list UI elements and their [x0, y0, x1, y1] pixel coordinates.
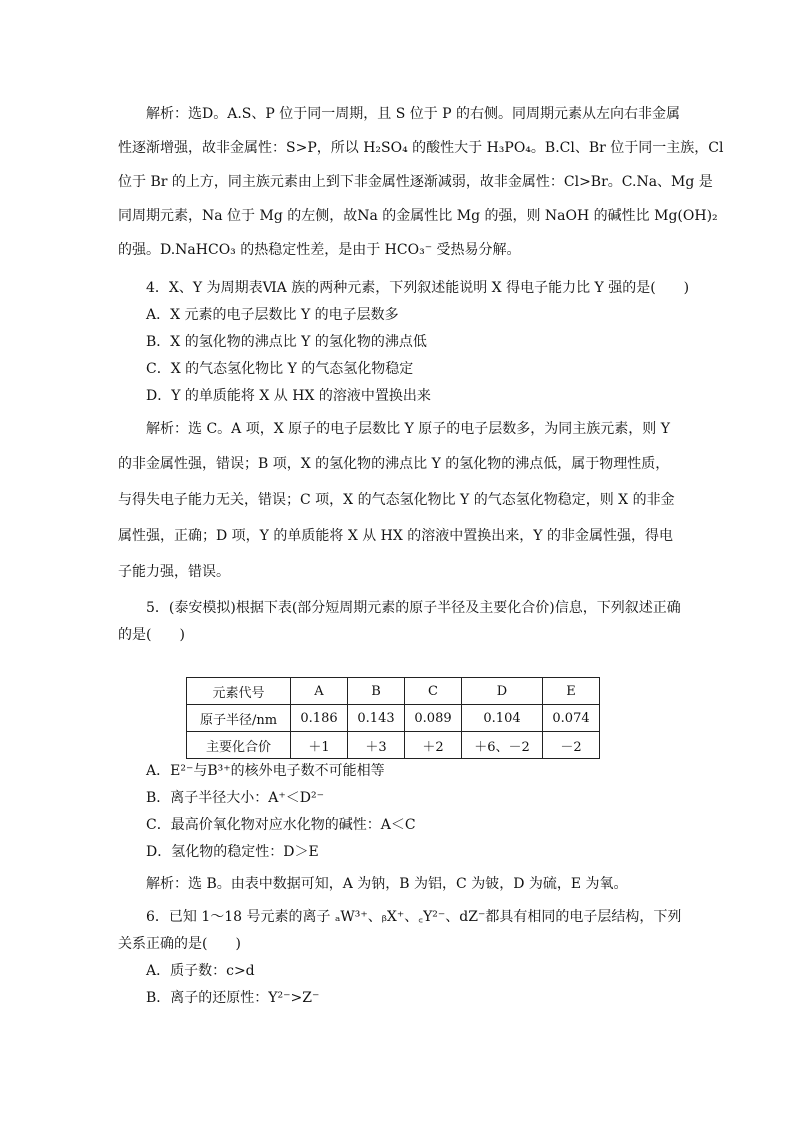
analysis3-line1: 解析：选D。A.S、P 位于同一周期，且 S 位于 P 的右侧。同周期元素从左向右非金属 — [146, 106, 681, 122]
table-cell: 主要化合价 — [187, 732, 291, 759]
q5-option-a: A．E²⁻与B³⁺的核外电子数不可能相等 — [146, 763, 385, 779]
q6-stem-line2: 关系正确的是( ) — [118, 936, 241, 952]
q6-option-b: B．离子的还原性：Y²⁻>Z⁻ — [146, 990, 320, 1006]
table-cell: E — [543, 678, 600, 705]
element-data-table — [186, 677, 600, 759]
table-cell: 原子半径/nm — [187, 705, 291, 732]
q4-option-b: B．X 的氢化物的沸点比 Y 的氢化物的沸点低 — [146, 334, 427, 350]
table-cell: 元素代号 — [187, 678, 291, 705]
table-cell: 0.104 — [462, 705, 543, 732]
table-cell: ＋2 — [405, 732, 462, 759]
q4-analysis-line1: 解析：选 C。A 项，X 原子的电子层数比 Y 原子的电子层数多，为同主族元素，则 Y — [146, 421, 670, 437]
q4-analysis-line2: 的非金属性强，错误；B 项，X 的氢化物的沸点比 Y 的氢化物的沸点低，属于物理性质， — [118, 456, 670, 472]
table-cell: D — [462, 678, 543, 705]
q4-option-c: C．X 的气态氢化物比 Y 的气态氢化物稳定 — [146, 361, 414, 377]
q4-analysis-line5: 子能力强，错误。 — [118, 564, 230, 580]
table-cell: ＋1 — [291, 732, 348, 759]
q4-analysis-line3: 与得失电子能力无关，错误；C 项，X 的气态氢化物比 Y 的气态氢化物稳定，则 X 的非金 — [118, 492, 675, 508]
q5-option-d: D．氢化物的稳定性：D＞E — [146, 844, 319, 860]
table-row-radius — [187, 705, 600, 732]
q6-stem-line1: 6．已知 1～18 号元素的离子 ₐW³⁺、ᵦX⁺、꜀Y²⁻、dZ⁻都具有相同的电子层结构，下列 — [146, 909, 682, 925]
q4-stem: 4．X、Y 为周期表ⅥA 族的两种元素，下列叙述能说明 X 得电子能力比 Y 强的是( ) — [146, 280, 690, 296]
table-cell: 0.074 — [543, 705, 600, 732]
table-cell: B — [348, 678, 405, 705]
table-row-header — [187, 678, 600, 705]
q6-option-a: A．质子数：c>d — [146, 963, 255, 979]
q5-stem-line2: 的是( ) — [118, 627, 185, 643]
table-cell: C — [405, 678, 462, 705]
analysis3-line4: 同周期元素，Na 位于 Mg 的左侧，故Na 的金属性比 Mg 的强，则 NaOH 的碱性比 Mg(OH)₂ — [118, 208, 718, 224]
q5-option-b: B．离子半径大小：A⁺＜D²⁻ — [146, 790, 325, 806]
table-cell: ＋3 — [348, 732, 405, 759]
q5-stem-line1: 5．(泰安模拟)根据下表(部分短周期元素的原子半径及主要化合价)信息，下列叙述正确 — [146, 600, 681, 616]
analysis3-line2: 性逐渐增强，故非金属性：S>P，所以 H₂SO₄ 的酸性大于 H₃PO₄。B.Cl、Br 位于同一主族，Cl — [118, 140, 724, 156]
table-cell: －2 — [543, 732, 600, 759]
table-row-valence — [187, 732, 600, 759]
q4-option-d: D．Y 的单质能将 X 从 HX 的溶液中置换出来 — [146, 388, 431, 404]
table-cell: A — [291, 678, 348, 705]
table-cell: 0.186 — [291, 705, 348, 732]
table-cell: ＋6、－2 — [462, 732, 543, 759]
analysis3-line5: 的强。D.NaHCO₃ 的热稳定性差，是由于 HCO₃⁻ 受热易分解。 — [118, 242, 521, 258]
q5-option-c: C．最高价氧化物对应水化物的碱性：A＜C — [146, 817, 416, 833]
q4-analysis-line4: 属性强，正确；D 项，Y 的单质能将 X 从 HX 的溶液中置换出来，Y 的非金属性强，得电 — [118, 528, 674, 544]
table-cell: 0.089 — [405, 705, 462, 732]
table-cell: 0.143 — [348, 705, 405, 732]
analysis3-line3: 位于 Br 的上方，同主族元素由上到下非金属性逐渐减弱，故非金属性：Cl>Br。C.Na、Mg 是 — [118, 174, 713, 190]
q4-option-a: A．X 元素的电子层数比 Y 的电子层数多 — [146, 307, 399, 323]
q5-analysis: 解析：选 B。由表中数据可知，A 为钠，B 为铝，C 为铍，D 为硫，E 为氧。 — [146, 876, 628, 892]
